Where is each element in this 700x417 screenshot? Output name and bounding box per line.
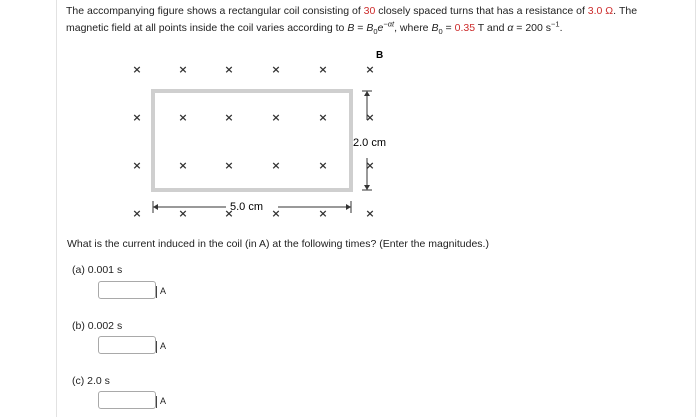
unit-a-label: A <box>160 286 167 296</box>
field-x-mark: × <box>178 207 188 220</box>
arrow-right-icon <box>346 204 351 210</box>
field-x-mark: × <box>132 207 142 220</box>
field-x-mark: × <box>271 111 281 124</box>
field-x-mark: × <box>271 159 281 172</box>
field-x-mark: × <box>365 159 375 172</box>
b0-symbol: B <box>366 22 374 34</box>
problem-text: The accompanying figure shows a rectangular coil consisting of <box>66 5 364 17</box>
field-x-mark: × <box>224 159 234 172</box>
question-text: What is the current induced in the coil (in A) at the following times? (Enter the magnitudes.) <box>67 238 489 250</box>
b-symbol: B <box>347 22 355 34</box>
field-x-mark: × <box>178 63 188 76</box>
field-x-mark: × <box>365 207 375 220</box>
b0-value: 0.35 <box>454 22 476 34</box>
field-x-mark: × <box>365 111 375 124</box>
field-label: B <box>376 50 384 61</box>
coil-rectangle <box>153 91 351 190</box>
unit-c <box>157 396 166 406</box>
field-x-mark: × <box>178 159 188 172</box>
alpha-unit-exponent: −1 <box>551 19 560 29</box>
field-x-mark: × <box>271 207 281 220</box>
problem-text: magnetic field at all points inside the coil varies according to <box>66 22 348 34</box>
field-x-mark: × <box>224 63 234 76</box>
answer-b-input[interactable] <box>98 336 156 354</box>
field-x-mark: × <box>365 63 375 76</box>
problem-text: = 200 s <box>513 22 552 34</box>
b0-symbol: B <box>431 22 439 34</box>
b0-subscript: 0 <box>373 27 378 37</box>
field-x-mark: × <box>132 159 142 172</box>
problem-line-2 <box>66 20 686 37</box>
field-x-mark: × <box>178 111 188 124</box>
problem-text: . The <box>613 5 638 17</box>
unit-a <box>157 286 166 296</box>
equals: = <box>354 22 367 34</box>
unit-c-label: A <box>160 396 167 406</box>
arrow-left-icon <box>153 204 158 210</box>
field-x-mark: × <box>271 63 281 76</box>
answer-c-input[interactable] <box>98 391 156 409</box>
unit-b <box>157 341 166 351</box>
part-c-label: (c) 2.0 s <box>72 375 110 387</box>
alpha-symbol: α <box>507 22 514 34</box>
turns-value: 30 <box>363 5 376 17</box>
coil-figure <box>120 50 400 225</box>
unit-b-label: A <box>160 341 167 351</box>
field-x-mark: × <box>132 63 142 76</box>
problem-text: closely spaced turns that has a resistance of <box>375 5 588 17</box>
part-b-label: (b) 0.002 s <box>72 320 123 332</box>
exponent: −αt <box>383 19 395 29</box>
arrow-down-icon <box>364 185 370 190</box>
b0-subscript: 0 <box>438 27 443 37</box>
problem-text: . <box>559 22 563 34</box>
e-symbol: e <box>377 22 384 34</box>
field-x-mark: × <box>318 111 328 124</box>
field-x-mark: × <box>132 111 142 124</box>
problem-text: T and <box>475 22 508 34</box>
field-x-mark: × <box>224 207 234 220</box>
field-x-mark: × <box>318 63 328 76</box>
part-a-label: (a) 0.001 s <box>72 264 123 276</box>
problem-line-1 <box>66 3 686 20</box>
resistance-value: 3.0 Ω <box>587 5 614 17</box>
arrow-up-icon <box>364 91 370 96</box>
answer-a-input[interactable] <box>98 281 156 299</box>
problem-statement <box>66 3 686 37</box>
width-label: 5.0 cm <box>230 201 264 213</box>
field-x-mark: × <box>224 111 234 124</box>
equals: = <box>442 22 455 34</box>
height-label: 2.0 cm <box>353 137 387 149</box>
field-x-mark: × <box>318 159 328 172</box>
problem-text: , where <box>394 22 432 34</box>
field-x-mark: × <box>318 207 328 220</box>
